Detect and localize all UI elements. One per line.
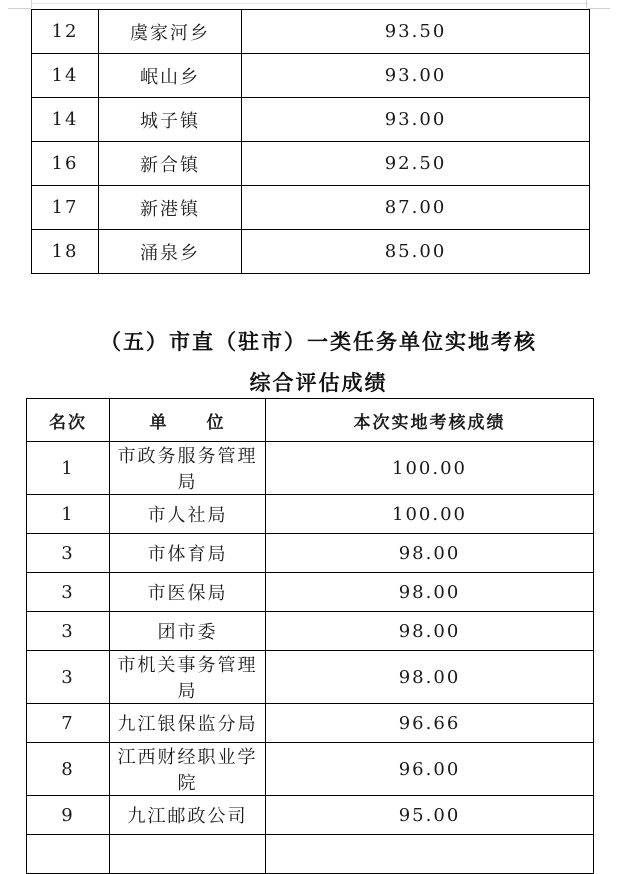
table-header-row <box>27 399 594 442</box>
table-row <box>32 10 590 54</box>
score-cell <box>266 835 594 874</box>
rank-cell: 14 <box>32 98 99 142</box>
unit-cell: 市医保局 <box>110 573 266 612</box>
score-cell: 98.00 <box>266 651 594 704</box>
score-cell: 95.00 <box>266 796 594 835</box>
header-score: 本次实地考核成绩 <box>266 399 594 442</box>
unit-cell: 市人社局 <box>110 495 266 534</box>
table-row <box>32 230 590 274</box>
unit-cell: 新合镇 <box>99 142 242 186</box>
table-row <box>27 651 594 704</box>
rank-cell: 14 <box>32 54 99 98</box>
score-cell: 85.00 <box>242 230 590 274</box>
page-margin-mark-left-vertical <box>31 0 32 8</box>
score-cell: 98.00 <box>266 612 594 651</box>
rank-cell: 3 <box>27 534 110 573</box>
table-row <box>27 796 594 835</box>
rank-cell: 8 <box>27 743 110 796</box>
score-cell: 98.00 <box>266 534 594 573</box>
rank-cell: 18 <box>32 230 99 274</box>
rank-cell: 3 <box>27 573 110 612</box>
table-row <box>27 612 594 651</box>
unit-cell: 江西财经职业学院 <box>110 743 266 796</box>
unit-cell: 九江银保监分局 <box>110 704 266 743</box>
header-rank: 名次 <box>27 399 110 442</box>
unit-cell: 市机关事务管理局 <box>110 651 266 704</box>
unit-cell: 岷山乡 <box>99 54 242 98</box>
table-row <box>27 534 594 573</box>
rank-cell: 1 <box>27 495 110 534</box>
page-margin-mark-right-vertical <box>586 0 587 8</box>
page-margin-mark-top-line <box>31 3 588 4</box>
unit-cell: 九江邮政公司 <box>110 796 266 835</box>
header-unit: 单 位 <box>110 399 266 442</box>
section-title-line1: （五）市直（驻市）一类任务单位实地考核 <box>100 330 537 354</box>
rank-cell: 3 <box>27 651 110 704</box>
rank-cell: 17 <box>32 186 99 230</box>
unit-cell <box>110 835 266 874</box>
score-cell: 93.00 <box>242 54 590 98</box>
table-row <box>27 743 594 796</box>
rank-cell: 1 <box>27 442 110 495</box>
unit-cell: 涌泉乡 <box>99 230 242 274</box>
table-row <box>27 704 594 743</box>
score-cell: 96.66 <box>266 704 594 743</box>
table-row <box>27 573 594 612</box>
table-row-partial <box>27 835 594 874</box>
score-cell: 100.00 <box>266 495 594 534</box>
rank-cell: 12 <box>32 10 99 54</box>
score-cell: 98.00 <box>266 573 594 612</box>
rank-cell: 16 <box>32 142 99 186</box>
unit-cell: 城子镇 <box>99 98 242 142</box>
unit-cell: 市政务服务管理局 <box>110 442 266 495</box>
table-row <box>32 54 590 98</box>
table-row <box>27 442 594 495</box>
page-margin-mark-right-horizontal <box>588 8 610 9</box>
city-unit-score-table <box>26 398 594 874</box>
score-cell: 93.00 <box>242 98 590 142</box>
table-row <box>27 495 594 534</box>
rank-cell: 9 <box>27 796 110 835</box>
score-cell: 96.00 <box>266 743 594 796</box>
unit-cell: 新港镇 <box>99 186 242 230</box>
score-cell: 87.00 <box>242 186 590 230</box>
rank-cell: 3 <box>27 612 110 651</box>
unit-cell: 团市委 <box>110 612 266 651</box>
township-score-table <box>31 9 590 274</box>
table-row <box>32 142 590 186</box>
unit-cell: 市体育局 <box>110 534 266 573</box>
unit-cell: 虞家河乡 <box>99 10 242 54</box>
section-title-line2: 综合评估成绩 <box>249 371 388 395</box>
score-cell: 100.00 <box>266 442 594 495</box>
score-cell: 93.50 <box>242 10 590 54</box>
page-margin-mark-left-horizontal <box>8 8 31 9</box>
rank-cell <box>27 835 110 874</box>
rank-cell: 7 <box>27 704 110 743</box>
table-row <box>32 98 590 142</box>
score-cell: 92.50 <box>242 142 590 186</box>
table-row <box>32 186 590 230</box>
